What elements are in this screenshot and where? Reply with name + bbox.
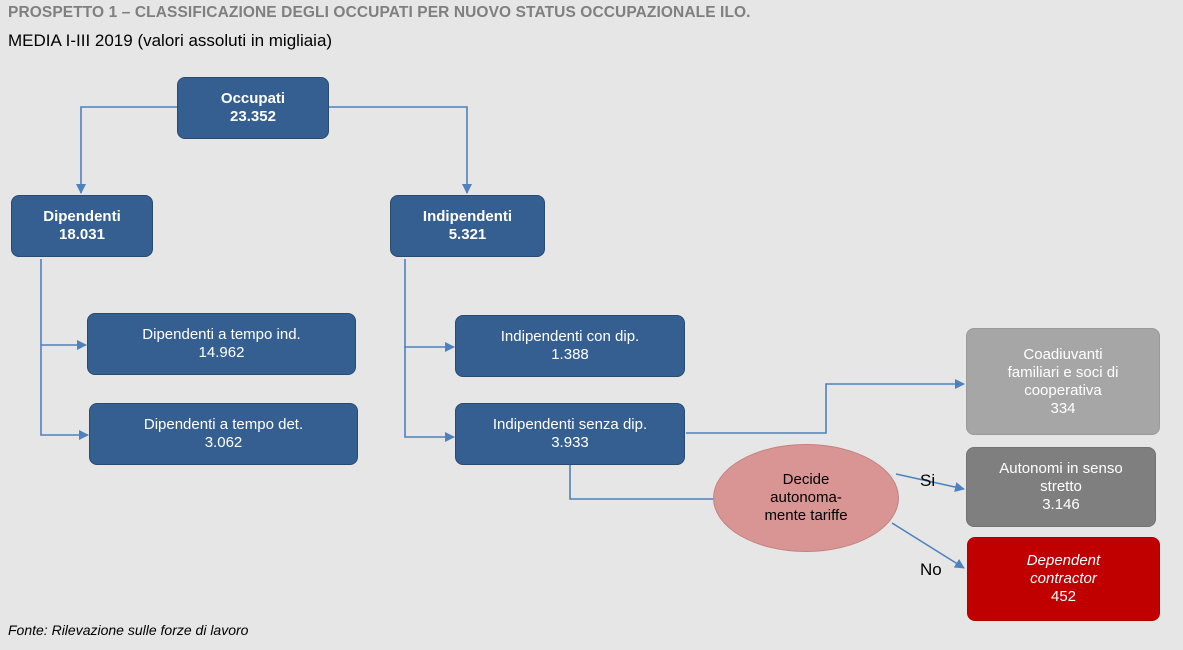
node-label: Dipendenti a tempo det. — [143, 416, 304, 433]
decision-line2: autonoma- — [770, 489, 842, 506]
node-value: 3.146 — [1042, 496, 1080, 513]
node-value: 23.352 — [230, 108, 276, 125]
decision-ellipse — [713, 444, 899, 552]
node-dependent-contractor — [967, 537, 1160, 621]
edge-indipendenti-senza-dip — [405, 347, 454, 437]
edge-senza-dip-decision — [570, 465, 713, 499]
edge-dipendenti-tempo-det — [41, 345, 88, 435]
node-label: Occupati — [220, 90, 286, 107]
edge-dipendenti-tempo-ind — [41, 259, 86, 345]
edge-label-no: No — [920, 560, 942, 579]
node-value: 14.962 — [198, 344, 245, 361]
node-label: Indipendenti con dip. — [500, 328, 640, 345]
edge-indipendenti-con-dip — [405, 259, 454, 347]
node-label-line2: contractor — [1030, 570, 1097, 587]
edge-label-yes: Si — [920, 471, 936, 490]
node-label-line1: Autonomi in senso — [999, 460, 1123, 477]
edge-senza-dip-coadiuvanti — [686, 384, 964, 433]
node-indipendenti — [390, 195, 545, 257]
node-value: 5.321 — [448, 226, 487, 243]
node-value: 1.388 — [551, 346, 589, 363]
decision-line3: mente tariffe — [764, 507, 848, 524]
node-label-line3: cooperativa — [1024, 381, 1102, 399]
node-value: 334 — [1050, 399, 1076, 417]
node-indipendenti-senza-dip — [455, 403, 685, 465]
node-dipendenti-tempo-ind — [87, 313, 356, 375]
node-value: 3.933 — [551, 434, 589, 451]
node-dipendenti-tempo-det — [89, 403, 358, 465]
node-label-line1: Dependent — [1026, 552, 1101, 569]
node-label: Indipendenti senza dip. — [492, 416, 648, 433]
node-autonomi — [966, 447, 1156, 527]
node-label-line2: familiari e soci di — [1007, 363, 1119, 381]
node-value: 452 — [1050, 588, 1077, 605]
node-label-line2: stretto — [1040, 478, 1082, 495]
decision-line1: Decide — [782, 471, 830, 488]
chart-subtitle: MEDIA I-III 2019 (valori assoluti in migliaia) — [8, 31, 333, 50]
chart-title: PROSPETTO 1 – CLASSIFICAZIONE DEGLI OCCUPATI PER NUOVO STATUS OCCUPAZIONALE ILO. — [8, 4, 751, 21]
edge-occupati-dipendenti — [81, 107, 177, 193]
node-dipendenti — [11, 195, 153, 257]
node-value: 3.062 — [204, 434, 243, 451]
edge-occupati-indipendenti — [329, 107, 467, 193]
source-note: Fonte: Rilevazione sulle forze di lavoro — [8, 622, 249, 638]
node-label: Indipendenti — [422, 208, 513, 225]
node-label: Dipendenti — [43, 208, 121, 225]
node-label: Dipendenti a tempo ind. — [142, 326, 301, 343]
node-label-line1: Coadiuvanti — [1023, 345, 1103, 363]
node-occupati — [177, 77, 329, 139]
node-indipendenti-con-dip — [455, 315, 685, 377]
node-coadiuvanti — [966, 328, 1160, 435]
node-value: 18.031 — [59, 226, 105, 243]
